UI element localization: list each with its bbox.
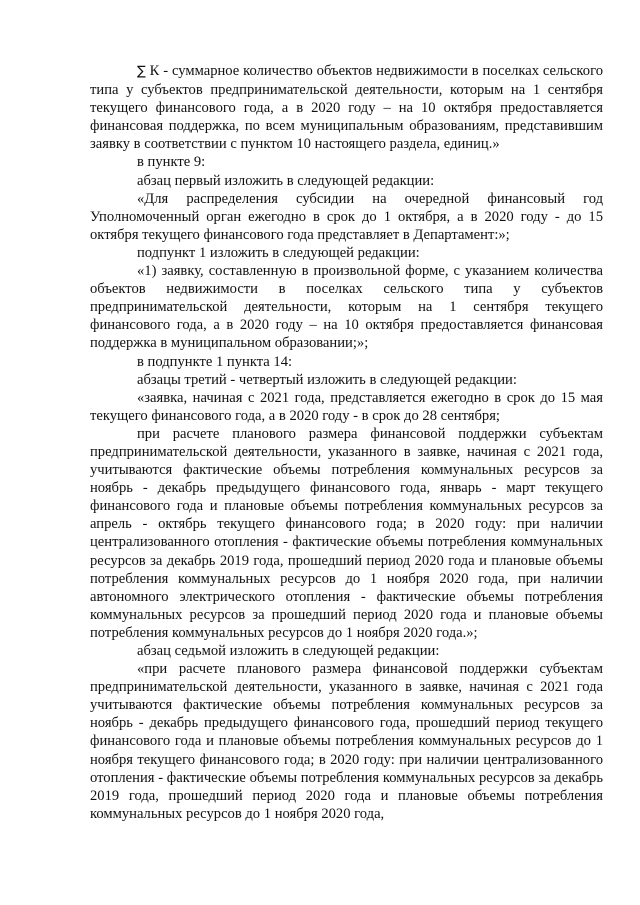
paragraph-text: К - суммарное количество объектов недвижимости в поселках сельского типа у субъектов предпринимательской деятельности, которым на 1 сентября текущего финансового года, а в 2020 году – на 10 октября предоставляется финансовая поддержка, по всем муниципальным образованиям, представившим заявку в соответствии с пунктом 10 настоящего раздела, единиц.» <box>90 63 603 153</box>
sigma-symbol: ∑ <box>137 64 146 79</box>
paragraph-subitem-1: подпункт 1 изложить в следующей редакции: <box>137 244 420 261</box>
paragraph-calculation-2: «при расчете планового размера финансовой поддержки субъектам предпринимательской деятельности, указанного в заявке, начиная с 2021 года учитываются фактические объемы потребления коммунальных ресурсов за ноябрь - декабрь предыдущего финансового года, прошедший период текущего финансового года и плановые объемы потребления коммунальных ресурсов до 1 ноября текущего финансового года; в 2020 году: при наличии централизованного отопления - фактические объемы потребления коммунальных ресурсов за декабрь 2019 года, прошедший период 2020 года и плановые объемы потребления коммунальных ресурсов до 1 ноября 2020 года, <box>90 661 603 822</box>
paragraph-item-9: в пункте 9: <box>137 154 206 171</box>
paragraph-application-deadline: «заявка, начиная с 2021 года, представляется ежегодно в срок до 15 мая текущего финансового года, а в 2020 году - в срок до 28 сентября; <box>90 389 603 424</box>
paragraph-abzacy-3-4: абзацы третий - четвертый изложить в следующей редакции: <box>137 371 517 388</box>
paragraph-abzac-7: абзац седьмой изложить в следующей редакции: <box>137 643 440 659</box>
paragraph-subitem-1-item-14: в подпункте 1 пункта 14: <box>137 353 293 370</box>
paragraph-application: «1) заявку, составленную в произвольной форме, с указанием количества объектов недвижимости в поселках сельского типа у субъектов предпринимательской деятельности, которым на 1 сентября текущего финансового года, а в 2020 году – на 10 октября предоставляется финансовая поддержка в муниципальном образовании;»; <box>90 263 603 352</box>
paragraph-calculation-1: при расчете планового размера финансовой поддержки субъектам предпринимательской деятельности, указанного в заявке, начиная с 2021 года, учитываются фактические объемы потребления коммунальных ресурсов за ноябрь - декабрь предыдущего финансового года, январь - март текущего финансового года и плановые объемы потребления коммунальных ресурсов за апрель - октябрь текущего финансового года; в 2020 году: при наличии централизованного отопления - фактические объемы потребления коммунальных ресурсов за декабрь 2019 года, прошедший период 2020 года и плановые объемы потребления коммунальных ресурсов до 1 ноября 2020 года, при наличии автономного электрического отопления - фактические объемы потребления коммунальных ресурсов за прошедший период 2020 года и плановые объемы потребления коммунальных ресурсов до 1 ноября 2020 года.»; <box>90 425 603 641</box>
paragraph-sum-definition <box>90 62 603 153</box>
paragraph-first-abzac: абзац первый изложить в следующей редакции: <box>137 172 435 189</box>
paragraph-distribution: «Для распределения субсидии на очередной финансовый год Уполномоченный орган ежегодно в срок до 1 октября, а в 2020 году - до 15 октября текущего финансового года представляет в Департамент:»; <box>90 190 603 243</box>
document-body <box>90 62 603 823</box>
